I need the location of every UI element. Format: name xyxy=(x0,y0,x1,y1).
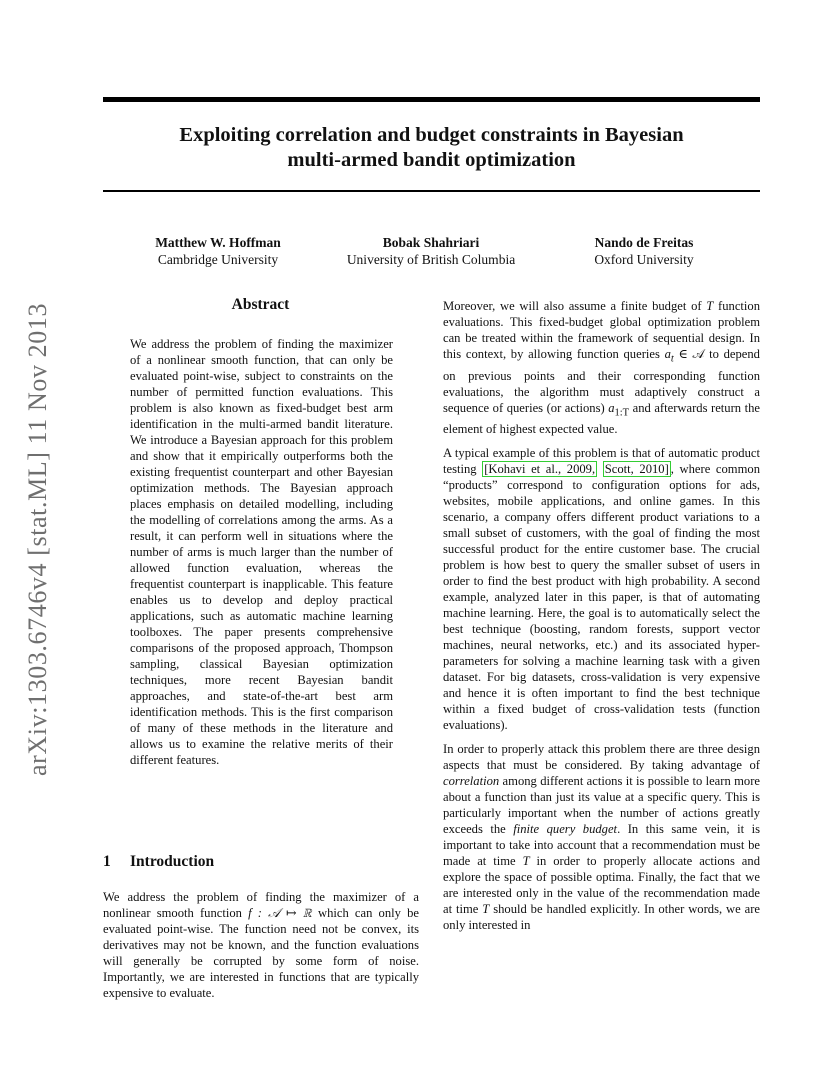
top-rule xyxy=(103,97,760,102)
author-name: Matthew W. Hoffman xyxy=(155,235,281,250)
math-a: a xyxy=(664,347,671,361)
section-title: Introduction xyxy=(130,853,215,870)
text-run: which can only be evaluated point-wise. The function need not be convex, its derivatives may not be known, and the function evaluations will generally be corrupted by some form of noise. Importantly, we are interested in functions that are typically expensive to evaluate. xyxy=(103,906,419,1000)
text-run: , where common “products” correspond to configuration options for ads, websites, mobile applications, and online games. In this scenario, a company offers different product variations to a small subset of customers, with the goal of finding the most successful product for the entire customer base. The crucial problem is how best to query the smaller subset of users in order to find the best product with high probability. A second example, analyzed later in this paper, is that of automating machine learning. Here, the goal is to automatically select the best technique (boosting, random forests, support vector machines, neural networks, etc.) and its associated hyper-parameters for solving a machine learning task with a given dataset. For big datasets, cross-validation is very expensive and hence it is often important to find the best technique within a fixed budget of cross-validation tests (function evaluations). xyxy=(443,462,760,733)
citation-link[interactable]: Scott, 2010] xyxy=(604,462,669,477)
emphasis: correlation xyxy=(443,774,500,789)
author-affiliation: University of British Columbia xyxy=(346,252,516,267)
text-run: function evaluations. This fixed-budget global optimization problem can be treated within the framework of sequential design. In this context, by allowing function queries xyxy=(443,299,760,361)
emphasis: finite query budget xyxy=(513,822,618,837)
math-T: T xyxy=(522,854,530,869)
section-number: 1 xyxy=(103,853,111,870)
text-run: . In this same vein, it is important to take into account that a recommendation must be made at time xyxy=(443,822,760,869)
author-shahriari xyxy=(320,234,542,268)
math-subscript: 1:T xyxy=(614,407,630,419)
arxiv-identifier: arXiv:1303.6746v4 [stat.ML] 11 Nov 2013 xyxy=(23,302,52,776)
math-T: T xyxy=(482,902,490,917)
text-run: and afterwards return the element of highest expected value. xyxy=(443,400,760,437)
title-bottom-rule xyxy=(103,190,760,192)
text-run: In order to properly attack this problem there are three design aspects that must be considered. By taking advantage of xyxy=(443,742,760,773)
text-run: should be handled explicitly. In other words, we are only interested in xyxy=(443,902,760,933)
author-hoffman xyxy=(128,234,308,268)
text-run: among different actions it is possible to learn more about a function than just its value at a specific query. This is particularly important when the number of actions greatly exceeds the xyxy=(443,774,760,837)
math-function-def: f : 𝒜 ↦ ℝ xyxy=(248,906,312,920)
author-name: Bobak Shahriari xyxy=(382,235,480,250)
paper-title xyxy=(103,123,760,173)
paragraph-example xyxy=(443,445,760,733)
math-T: T xyxy=(706,299,714,313)
paragraph-budget xyxy=(443,298,760,437)
author-affiliation: Oxford University xyxy=(594,252,694,267)
paragraph-design-aspects xyxy=(443,741,760,933)
math-subscript: t xyxy=(670,353,674,365)
math-in-set: ∈ 𝒜 xyxy=(673,347,705,361)
text-run: in order to properly allocate actions and explore the space of possible optima. Finally, the fact that we are interested only in the value of the recommendation made at time xyxy=(443,854,760,917)
title-line-1: Exploiting correlation and budget constraints in Bayesian xyxy=(179,124,684,146)
text-run: Moreover, we will also assume a finite budget of xyxy=(443,299,707,313)
author-name: Nando de Freitas xyxy=(594,235,694,250)
math-a: a xyxy=(608,400,615,415)
intro-paragraph xyxy=(103,889,419,1001)
abstract-text: We address the problem of finding the maximizer of a nonlinear smooth function, that can only be evaluated point-wise, subject to constraints on the number of permitted function evaluations. This problem is also known as fixed-budget best arm identification in the multi-armed bandit literature. We introduce a Bayesian approach for this problem and show that it empirically outperforms both the existing frequentist counterpart and other Bayesian optimization methods. The Bayesian approach places emphasis on detailed modelling, including the modelling of correlations among the arms. As a result, it can perform well in situations where the number of arms is much larger than the number of allowed function evaluation, whereas the frequentist counterpart is inapplicable. This feature enables us to develop and deploy practical applications, such as automatic machine learning toolboxes. The paper presents comprehensive comparisons of the proposed approach, Thompson sampling, classical Bayesian optimization techniques, more recent Bayesian bandit approaches, and state-of-the-art best arm identification methods. This is the first comparison of many of these methods in the literature and allows us to examine the relative merits of their different features. xyxy=(130,337,393,767)
title-line-2: multi-armed bandit optimization xyxy=(287,149,576,171)
abstract-heading: Abstract xyxy=(231,296,290,313)
author-affiliation: Cambridge University xyxy=(157,252,279,267)
citation-link[interactable]: [Kohavi et al., 2009, xyxy=(484,462,596,477)
author-de-freitas xyxy=(556,234,732,268)
text-run: We address the problem of finding the maximizer of a nonlinear smooth function xyxy=(103,890,419,920)
right-column xyxy=(443,298,760,941)
text-run: A typical example of this problem is that of automatic product testing xyxy=(443,446,760,477)
section-heading-introduction xyxy=(103,853,214,871)
text-run: to depend on previous points and their corresponding function evaluations, the algorithm must adaptively construct a sequence of queries (or actions) xyxy=(443,347,760,415)
